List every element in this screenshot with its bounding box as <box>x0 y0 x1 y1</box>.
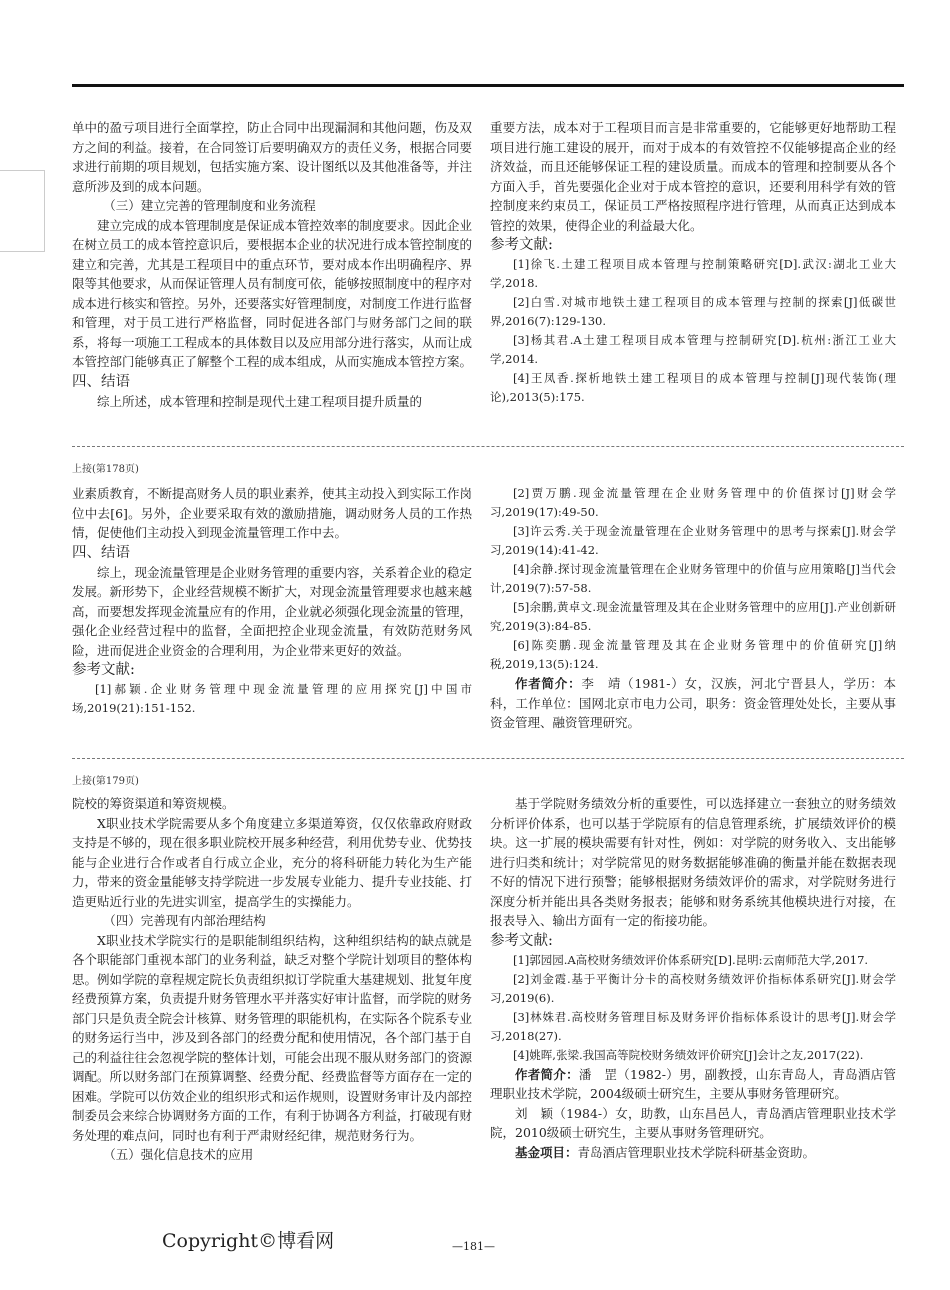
author-note-text: 潘 罡（1982-）男，副教授，山东青岛人，青岛酒店管理职业技术学院，2004级硕士研究生，主要从事财务管理研究。 <box>490 1066 896 1101</box>
reference-entry: [2]贾万鹏.现金流量管理在企业财务管理中的价值探讨[J]财会学习,2019(17):49-50. <box>490 486 896 519</box>
reference-entry: [4]姚晖,张梁.我国高等院校财务绩效评价研究[J]会计之友,2017(22). <box>513 1047 864 1062</box>
section-heading: 参考文献: <box>72 662 135 678</box>
author-note-text: 李 靖（1981-）女，汉族，河北宁晋县人，学历：本科，工作单位：国网北京市电力公司，职务：资金管理处处长，主要从事资金管理、融资管理研究。 <box>490 676 896 730</box>
author-note-text: 青岛酒店管理职业技术学院科研基金资助。 <box>577 1144 816 1160</box>
s1-right-column <box>490 118 896 407</box>
subsection-heading: （五）强化信息技术的应用 <box>103 1147 254 1162</box>
author-note <box>490 1143 896 1163</box>
reference-entry: [3]林姝君.高校财务管理目标及财务评价指标体系设计的思考[J].财会学习,2018(27). <box>490 1009 896 1043</box>
author-note <box>490 674 896 733</box>
reference-entry: [2]白雪.对城市地铁土建工程项目的成本管理与控制的探索[J]低碳世界,2016(7):129-130. <box>490 295 896 328</box>
reference-entry: [4]王凤香.探析地铁土建工程项目的成本管理与控制[J]现代装饰(理论),2013(5):175. <box>490 371 896 404</box>
author-note-label: 作者简介： <box>515 1066 579 1082</box>
author-note-label: 基金项目： <box>515 1144 578 1160</box>
page-number: —181— <box>452 1240 495 1253</box>
paragraph: 业素质教育，不断提高财务人员的职业素养，使其主动投入到实际工作岗位中去[6]。另外，企业要采取有效的激励措施，调动财务人员的工作热情，促使他们主动投入到现金流量管理工作中去。 <box>72 486 473 540</box>
paragraph: 重要方法，成本对于工程项目而言是非常重要的，它能够更好地帮助工程项目进行施工建设的展开，而对于成本的有效管控不仅能够提高企业的经济效益，而且还能够保证工程的建设质量。而成本的管理和控制要从各个方面入手，首先要强化企业对于成本管控的意识，还要利用科学有效的管控制度来约束员工，保证员工严格按照程序进行管理，从而真正达到成本管控的效果，使得企业的利益最大化。 <box>490 120 896 233</box>
continued-from-label: 上接(第178页) <box>72 464 139 475</box>
paragraph: 院校的筹资渠道和筹资规模。 <box>72 796 235 811</box>
paragraph: X职业技术学院需要从多个角度建立多渠道筹资，仅仅依靠政府财政支持是不够的，现在很多职业院校开展多种经营，利用优势专业、优势技能与企业进行合作或者自行成立企业，充分的将科研能力转化为生产能力，带来的资金量能够支持学院进一步发展专业能力、提升专业技能、打造更贴近行业的先进实训室，提高学生的实操能力。 <box>72 815 473 909</box>
paragraph: X职业技术学院实行的是职能制组织结构，这种组织结构的缺点就是各个职能部门重视本部门的业务利益，缺乏对整个学院计划项目的整体构思。例如学院的章程规定院长负责组织拟订学院重大基建规划、批复年度经费预算方案，负责提升财务管理水平并落实好审计监督，而学院的财务部门只是负责全院会计核算、财务管理的职能机构，在实际各个院系专业的财务运行当中，涉及到各部门的经费分配和使用情况，各个部门基于自己的利益往往会忽视学院的整体计划，可能会出现不服从财务部门的资源调配。所以财务部门在预算调整、经费分配、经费监督等方面存在一定的困难。学院可以仿效企业的组织形式和运作规则，设置财务审计及内部控制委员会来综合协调财务方面的工作，有利于协调各方利益，打破现有财务处理的难点问，同时也有利于严肃财经纪律，规范财务行为。 <box>72 932 473 1143</box>
reference-entry: [3]许云秀.关于现金流量管理在企业财务管理中的思考与探索[J].财会学习,2019(14):41-42. <box>490 524 896 557</box>
section-heading: 四、结语 <box>72 373 130 390</box>
section-divider <box>72 446 904 447</box>
paragraph: 建立完成的成本管理制度是保证成本管控效率的制度要求。因此企业在树立员工的成本管控意识后，要根据本企业的状况进行成本管控制度的建立和完善，尤其是工程项目中的重点环节，要对成本作出明确程序、界限等其他要求，从而保证管理人员有制度可依，能够按照制度中的程序对成本进行核实和管控。另外，还要落实好管理制度，对制度工作进行监督和管理，对于员工进行严格监督，同时促进各部门与财务部门之间的联系，将每一项施工工程成本的具体数目以及应用部分进行落实，从而让成本管控部门能够真正了解整个工程的成本组成，从而实施成本管控方案。 <box>72 217 473 369</box>
paragraph: 刘 颖（1984-）女，助教，山东昌邑人，青岛酒店管理职业技术学院，2010级硕士研究生，主要从事财务管理研究。 <box>490 1105 896 1140</box>
subsection-heading: （三）建立完善的管理制度和业务流程 <box>103 198 316 213</box>
paragraph: 综上，现金流量管理是企业财务管理的重要内容，关系着企业的稳定发展。新形势下，企业经营规模不断扩大，对现金流量管理要求也越来越高，而要想发挥现金流量应有的作用，企业就必须强化现金流量的管理，强化企业经营过程中的监督，全面把控企业现金流量，有效防范财务风险，进而促进企业资金的合理利用，为企业带来更好的效益。 <box>72 564 473 658</box>
section-heading: 参考文献: <box>490 237 553 253</box>
s2-right-column <box>490 484 896 733</box>
reference-entry: [2]刘金霞.基于平衡计分卡的高校财务绩效评价指标体系研究[J].财会学习,2019(6). <box>490 971 896 1005</box>
paragraph: 单中的盈亏项目进行全面掌控，防止合同中出现漏洞和其他问题，伤及双方之间的利益。接着，在合同签订后要明确双方的责任义务，根据合同要求进行前期的项目规划，包括实施方案、设计图纸以及其他准备等，并注意所涉及到的成本问题。 <box>72 120 473 194</box>
s1-left-column <box>72 118 472 411</box>
header-rule <box>72 84 904 87</box>
reference-entry: [1]郭园园.A高校财务绩效评价体系研究[D].昆明:云南师范大学,2017. <box>513 952 869 967</box>
reference-entry: [6]陈奕鹏.现金流量管理及其在企业财务管理中的价值研究[J]纳税,2019,13(5):124. <box>490 638 896 671</box>
copyright-watermark: Copyright©博看网 <box>162 1230 335 1252</box>
continued-from-label: 上接(第179页) <box>72 776 139 787</box>
section-divider <box>72 758 904 759</box>
s3-right-column <box>490 794 896 1162</box>
author-note <box>490 1065 896 1104</box>
reference-entry: [4]余静.探讨现金流量管理在企业财务管理中的价值与应用策略[J]当代会计,2019(7):57-58. <box>490 562 896 595</box>
s2-left-column <box>72 484 472 718</box>
reference-entry: [1]徐飞.土建工程项目成本管理与控制策略研究[D].武汉:湖北工业大学,2018. <box>490 257 896 290</box>
paragraph: 综上所述，成本管理和控制是现代土建工程项目提升质量的 <box>97 393 423 409</box>
s3-left-column <box>72 794 472 1165</box>
author-note-label: 作者简介： <box>515 676 582 691</box>
section-heading: 参考文献: <box>490 932 553 949</box>
section-heading: 四、结语 <box>72 544 130 561</box>
reference-entry: [5]余鹏,黄卓文.现金流量管理及其在企业财务管理中的应用[J].产业创新研究,2019(3):84-85. <box>490 600 896 633</box>
margin-tab <box>0 170 45 252</box>
paragraph: 基于学院财务绩效分析的重要性，可以选择建立一套独立的财务绩效分析评价体系，也可以基于学院原有的信息管理系统，扩展绩效评价的模块。这一扩展的模块需要有针对性，例如：对学院的财务收入、支出能够进行归类和统计；对学院常见的财务数据能够准确的衡量并能在数据表现不好的情况下进行预警；能够根据财务绩效评价的需求，对学院财务进行深度分析并能出具各类财务报表；能够和财务系统其他模块进行对接，在报表导入、输出方面有一定的衔接功能。 <box>490 796 896 928</box>
reference-entry: [1]郝颖.企业财务管理中现金流量管理的应用探究[J]中国市场,2019(21):151-152. <box>72 682 472 715</box>
reference-entry: [3]杨其君.A土建工程项目成本管理与控制研究[D].杭州:浙江工业大学,2014. <box>490 333 896 366</box>
subsection-heading: （四）完善现有内部治理结构 <box>103 913 266 928</box>
